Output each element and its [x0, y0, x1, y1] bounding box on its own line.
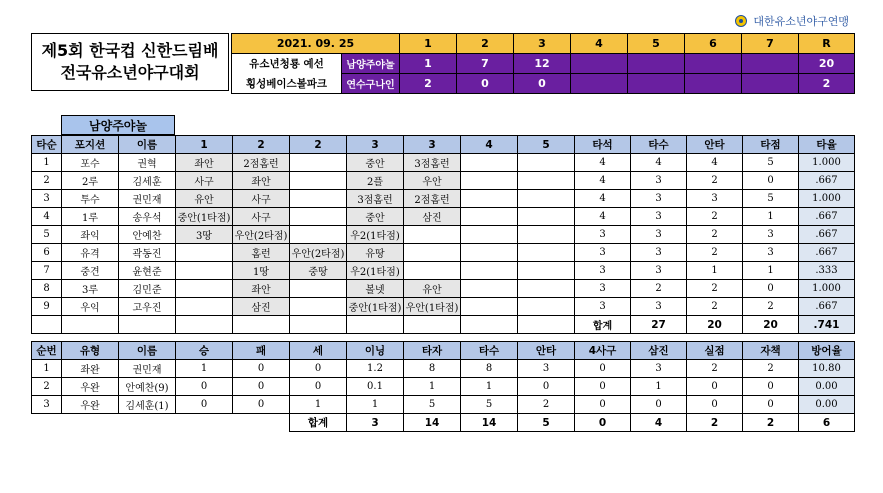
batting-total-row — [32, 316, 855, 334]
column-header: 이름 — [119, 136, 176, 154]
at-bat-result — [176, 244, 233, 262]
batter-info-cell: 안예찬 — [119, 226, 176, 244]
team-name: 남양주야놀 — [342, 54, 400, 74]
batter-row — [32, 244, 855, 262]
pitching-stat: 0 — [233, 396, 290, 414]
pitching-total-value: 6 — [799, 414, 855, 432]
pitching-stat: 0 — [631, 396, 687, 414]
pitcher-info-cell: 우완 — [62, 378, 119, 396]
empty-cell — [32, 414, 62, 432]
total-runs: 2 — [799, 74, 855, 94]
batting-stat: 2 — [687, 298, 743, 316]
inning-header: 7 — [742, 34, 799, 54]
batter-info-cell: 2 — [32, 172, 62, 190]
batting-stat: 3 — [743, 226, 799, 244]
total-hits: 20 — [687, 316, 743, 334]
pitching-total-value: 14 — [461, 414, 518, 432]
at-bat-result — [461, 208, 518, 226]
column-header: 타점 — [743, 136, 799, 154]
inning-header: 3 — [514, 34, 571, 54]
pitching-stat: 1 — [461, 378, 518, 396]
batting-stat: .667 — [799, 298, 855, 316]
pitcher-info-cell: 김세훈(1) — [119, 396, 176, 414]
batter-row — [32, 190, 855, 208]
at-bat-result: 우안(2타점) — [233, 226, 290, 244]
batter-info-cell: 1 — [32, 154, 62, 172]
at-bat-result: 유안 — [404, 280, 461, 298]
batting-stat: 4 — [687, 154, 743, 172]
at-bat-result: 2점홈런 — [404, 190, 461, 208]
at-bat-result — [176, 280, 233, 298]
pitching-table — [31, 341, 855, 432]
pitching-total-value: 2 — [743, 414, 799, 432]
pitching-stat: 0 — [518, 378, 575, 396]
batter-info-cell: 중견 — [62, 262, 119, 280]
empty-cell — [518, 316, 575, 334]
pitching-stat: 0 — [176, 378, 233, 396]
batting-stat: 3 — [631, 190, 687, 208]
pitching-total-value: 0 — [575, 414, 631, 432]
inning-score: 0 — [457, 74, 514, 94]
pitching-total-value: 5 — [518, 414, 575, 432]
column-header: 안타 — [518, 342, 575, 360]
column-header: 안타 — [687, 136, 743, 154]
scoreboard-header — [232, 34, 855, 54]
pitching-stat: 1 — [631, 378, 687, 396]
at-bat-result — [290, 172, 347, 190]
inning-score — [685, 54, 742, 74]
pitching-stat: 0 — [687, 378, 743, 396]
pitcher-info-cell: 3 — [32, 396, 62, 414]
pitching-stat: 0 — [233, 360, 290, 378]
pitching-total-value: 4 — [631, 414, 687, 432]
column-header: 타수 — [631, 136, 687, 154]
pitching-stat: 10.80 — [799, 360, 855, 378]
batting-stat: 1.000 — [799, 154, 855, 172]
pitching-total-value: 14 — [404, 414, 461, 432]
empty-cell — [176, 316, 233, 334]
column-header: 타순 — [32, 136, 62, 154]
batting-stat: 2 — [687, 280, 743, 298]
column-header: 3 — [404, 136, 461, 154]
batter-info-cell: 고우진 — [119, 298, 176, 316]
column-header: 자책 — [743, 342, 799, 360]
pitching-stat: 0 — [290, 360, 347, 378]
batting-stat: 2 — [743, 298, 799, 316]
batting-stat: 1 — [743, 262, 799, 280]
batting-stat: .667 — [799, 244, 855, 262]
at-bat-result: 3땅 — [176, 226, 233, 244]
empty-cell — [119, 414, 176, 432]
inning-score: 1 — [400, 54, 457, 74]
pitcher-row — [32, 360, 855, 378]
batter-info-cell: 3루 — [62, 280, 119, 298]
at-bat-result — [461, 298, 518, 316]
total-runs: 20 — [799, 54, 855, 74]
inning-score — [571, 74, 628, 94]
batting-stat: 3 — [575, 226, 631, 244]
batting-stat: 2 — [687, 208, 743, 226]
pitching-stat: 0 — [687, 396, 743, 414]
at-bat-result: 좌안 — [233, 172, 290, 190]
at-bat-result — [461, 190, 518, 208]
at-bat-result: 유땅 — [347, 244, 404, 262]
at-bat-result — [404, 244, 461, 262]
at-bat-result — [461, 172, 518, 190]
batting-stat: 3 — [575, 262, 631, 280]
column-header: 2 — [290, 136, 347, 154]
pitching-stat: 0.00 — [799, 396, 855, 414]
at-bat-result: 중안 — [347, 154, 404, 172]
batting-stat: 2 — [687, 172, 743, 190]
pitching-stat: 0 — [290, 378, 347, 396]
pitcher-info-cell: 2 — [32, 378, 62, 396]
at-bat-result — [461, 154, 518, 172]
at-bat-result: 2플 — [347, 172, 404, 190]
at-bat-result: 유안 — [176, 190, 233, 208]
empty-cell — [404, 316, 461, 334]
pitcher-info-cell: 우완 — [62, 396, 119, 414]
at-bat-result — [461, 226, 518, 244]
batting-stat: .333 — [799, 262, 855, 280]
batting-stat: 2 — [687, 226, 743, 244]
at-bat-result — [290, 154, 347, 172]
at-bat-result — [518, 244, 575, 262]
at-bat-result: 사구 — [233, 208, 290, 226]
at-bat-result — [518, 172, 575, 190]
batting-stat: 3 — [687, 190, 743, 208]
pitcher-info-cell: 권민재 — [119, 360, 176, 378]
pitching-stat: 8 — [461, 360, 518, 378]
column-header: 1 — [176, 136, 233, 154]
scoreboard-team-row — [232, 74, 855, 94]
empty-cell — [119, 316, 176, 334]
batting-stat: 5 — [743, 190, 799, 208]
at-bat-result — [404, 262, 461, 280]
batting-table — [31, 135, 855, 334]
batting-stat: 2 — [687, 244, 743, 262]
column-header: 타석 — [575, 136, 631, 154]
batting-stat: 4 — [631, 154, 687, 172]
pitching-stat: 5 — [461, 396, 518, 414]
pitching-stat: 0.00 — [799, 378, 855, 396]
total-at-bats: 27 — [631, 316, 687, 334]
column-header: 세 — [290, 342, 347, 360]
batting-stat: 1 — [743, 208, 799, 226]
at-bat-result: 2점홈런 — [233, 154, 290, 172]
column-header: 실점 — [687, 342, 743, 360]
empty-cell — [32, 316, 62, 334]
batting-stat: 3 — [631, 226, 687, 244]
column-header: 패 — [233, 342, 290, 360]
at-bat-result — [290, 190, 347, 208]
batter-info-cell: 9 — [32, 298, 62, 316]
at-bat-result — [518, 154, 575, 172]
at-bat-result — [518, 280, 575, 298]
column-header: 순번 — [32, 342, 62, 360]
column-header: 승 — [176, 342, 233, 360]
batting-stat: 4 — [575, 190, 631, 208]
column-header: 삼진 — [631, 342, 687, 360]
column-header: 포지션 — [62, 136, 119, 154]
at-bat-result: 볼넷 — [347, 280, 404, 298]
column-header: 타율 — [799, 136, 855, 154]
at-bat-result — [290, 226, 347, 244]
at-bat-result: 삼진 — [404, 208, 461, 226]
batting-stat: 3 — [743, 244, 799, 262]
at-bat-result: 삼진 — [233, 298, 290, 316]
batter-row — [32, 208, 855, 226]
tournament-title — [31, 33, 229, 91]
pitching-stat: 1 — [347, 396, 404, 414]
at-bat-result: 사구 — [176, 172, 233, 190]
runs-header: R — [799, 34, 855, 54]
at-bat-result — [518, 226, 575, 244]
federation-logo-icon — [735, 15, 747, 27]
federation-header — [735, 13, 849, 29]
pitcher-row — [32, 396, 855, 414]
pitcher-info-cell: 안예찬(9) — [119, 378, 176, 396]
batter-info-cell: 윤현준 — [119, 262, 176, 280]
at-bat-result — [461, 262, 518, 280]
batter-row — [32, 280, 855, 298]
pitcher-row — [32, 378, 855, 396]
batter-row — [32, 154, 855, 172]
at-bat-result — [290, 280, 347, 298]
pitching-stat: 3 — [631, 360, 687, 378]
empty-cell — [176, 414, 233, 432]
at-bat-result — [176, 298, 233, 316]
batter-info-cell: 김세훈 — [119, 172, 176, 190]
batter-info-cell: 8 — [32, 280, 62, 298]
pitching-stat: 2 — [687, 360, 743, 378]
batter-info-cell: 3 — [32, 190, 62, 208]
pitching-stat: 0 — [575, 396, 631, 414]
team-name: 연수구나인 — [342, 74, 400, 94]
column-header: 4사구 — [575, 342, 631, 360]
at-bat-result — [518, 298, 575, 316]
inning-header: 5 — [628, 34, 685, 54]
total-avg: .741 — [799, 316, 855, 334]
empty-cell — [233, 414, 290, 432]
at-bat-result — [290, 298, 347, 316]
at-bat-result: 사구 — [233, 190, 290, 208]
pitching-stat: 2 — [743, 360, 799, 378]
column-header: 방어율 — [799, 342, 855, 360]
column-header: 이름 — [119, 342, 176, 360]
batting-stat: 3 — [631, 298, 687, 316]
batting-stat: 3 — [631, 244, 687, 262]
batter-info-cell: 곽동진 — [119, 244, 176, 262]
pitching-total-row — [32, 414, 855, 432]
at-bat-result — [518, 208, 575, 226]
total-label: 합계 — [575, 316, 631, 334]
column-header: 5 — [518, 136, 575, 154]
empty-cell — [62, 316, 119, 334]
column-header: 타자 — [404, 342, 461, 360]
pitching-total-value: 3 — [347, 414, 404, 432]
batter-info-cell: 투수 — [62, 190, 119, 208]
game-venue: 횡성베이스볼파크 — [232, 74, 342, 94]
at-bat-result: 중땅 — [290, 262, 347, 280]
empty-cell — [233, 316, 290, 334]
inning-score — [571, 54, 628, 74]
batter-info-cell: 유격 — [62, 244, 119, 262]
pitching-stat: 0 — [575, 360, 631, 378]
batting-stat: .667 — [799, 172, 855, 190]
batter-info-cell: 6 — [32, 244, 62, 262]
pitching-stat: 2 — [518, 396, 575, 414]
batting-stat: .667 — [799, 208, 855, 226]
at-bat-result — [176, 262, 233, 280]
column-header: 이닝 — [347, 342, 404, 360]
column-header: 유형 — [62, 342, 119, 360]
batter-info-cell: 1루 — [62, 208, 119, 226]
pitching-total-value: 2 — [687, 414, 743, 432]
batting-stat: 4 — [575, 208, 631, 226]
scoreboard — [231, 33, 855, 94]
batting-stat: 3 — [575, 298, 631, 316]
batter-info-cell: 권혁 — [119, 154, 176, 172]
at-bat-result — [404, 226, 461, 244]
title-line-1: 제5회 한국컵 신한드림배 — [41, 41, 219, 60]
inning-score — [685, 74, 742, 94]
batting-stat: 5 — [743, 154, 799, 172]
at-bat-result: 우안(1타점) — [404, 298, 461, 316]
at-bat-result: 홈런 — [233, 244, 290, 262]
column-header: 2 — [233, 136, 290, 154]
pitching-stat: 0 — [176, 396, 233, 414]
pitching-stat: 1.2 — [347, 360, 404, 378]
batting-stat: 3 — [631, 208, 687, 226]
batter-info-cell: 송우석 — [119, 208, 176, 226]
batting-stat: 0 — [743, 172, 799, 190]
at-bat-result — [461, 244, 518, 262]
batting-stat: 4 — [575, 172, 631, 190]
at-bat-result: 좌안 — [233, 280, 290, 298]
pitching-stat: 3 — [518, 360, 575, 378]
batting-team-name: 남양주야놀 — [61, 115, 175, 135]
batting-stat: 0 — [743, 280, 799, 298]
batting-stat: 3 — [631, 262, 687, 280]
pitcher-info-cell: 1 — [32, 360, 62, 378]
total-label: 합계 — [290, 414, 347, 432]
at-bat-result: 중안(1타점) — [176, 208, 233, 226]
at-bat-result: 우안 — [404, 172, 461, 190]
at-bat-result — [518, 262, 575, 280]
batting-stat: 1 — [687, 262, 743, 280]
pitching-stat: 5 — [404, 396, 461, 414]
batter-row — [32, 172, 855, 190]
batter-row — [32, 226, 855, 244]
at-bat-result: 1땅 — [233, 262, 290, 280]
batter-info-cell: 좌익 — [62, 226, 119, 244]
title-line-2: 전국유소년야구대회 — [60, 63, 200, 82]
batter-info-cell: 포수 — [62, 154, 119, 172]
batting-stat: .667 — [799, 226, 855, 244]
inning-score: 2 — [400, 74, 457, 94]
pitching-stat: 0 — [743, 378, 799, 396]
inning-header: 1 — [400, 34, 457, 54]
at-bat-result: 우안(2타점) — [290, 244, 347, 262]
batting-header-row — [32, 136, 855, 154]
game-division: 유소년청룡 예선 — [232, 54, 342, 74]
pitching-stat: 0 — [743, 396, 799, 414]
at-bat-result: 중안(1타점) — [347, 298, 404, 316]
batter-info-cell: 5 — [32, 226, 62, 244]
batting-stat: 1.000 — [799, 280, 855, 298]
pitching-header-row — [32, 342, 855, 360]
empty-cell — [347, 316, 404, 334]
column-header: 4 — [461, 136, 518, 154]
empty-cell — [290, 316, 347, 334]
federation-name: 대한유소년야구연맹 — [753, 15, 849, 28]
batter-info-cell: 우익 — [62, 298, 119, 316]
inning-score — [742, 74, 799, 94]
at-bat-result: 우2(1타점) — [347, 226, 404, 244]
inning-score: 7 — [457, 54, 514, 74]
batter-row — [32, 262, 855, 280]
at-bat-result — [461, 280, 518, 298]
pitching-stat: 1 — [176, 360, 233, 378]
game-date: 2021. 09. 25 — [232, 34, 400, 54]
at-bat-result: 좌안 — [176, 154, 233, 172]
batter-info-cell: 2루 — [62, 172, 119, 190]
scoreboard-team-row — [232, 54, 855, 74]
batter-info-cell: 권민재 — [119, 190, 176, 208]
batting-stat: 1.000 — [799, 190, 855, 208]
empty-cell — [62, 414, 119, 432]
pitching-stat: 1 — [290, 396, 347, 414]
pitching-stat: 0 — [233, 378, 290, 396]
at-bat-result: 우2(1타점) — [347, 262, 404, 280]
batting-stat: 3 — [631, 172, 687, 190]
inning-header: 4 — [571, 34, 628, 54]
at-bat-result: 3점홈런 — [404, 154, 461, 172]
batter-info-cell: 4 — [32, 208, 62, 226]
column-header: 타수 — [461, 342, 518, 360]
pitching-stat: 8 — [404, 360, 461, 378]
inning-score: 0 — [514, 74, 571, 94]
inning-score: 12 — [514, 54, 571, 74]
inning-score — [628, 74, 685, 94]
inning-score — [742, 54, 799, 74]
at-bat-result — [290, 208, 347, 226]
batting-stat: 3 — [575, 280, 631, 298]
inning-header: 2 — [457, 34, 514, 54]
inning-header: 6 — [685, 34, 742, 54]
pitcher-info-cell: 좌완 — [62, 360, 119, 378]
batter-row — [32, 298, 855, 316]
total-rbi: 20 — [743, 316, 799, 334]
column-header: 3 — [347, 136, 404, 154]
empty-cell — [461, 316, 518, 334]
pitching-stat: 0 — [575, 378, 631, 396]
batter-info-cell: 7 — [32, 262, 62, 280]
pitching-stat: 0.1 — [347, 378, 404, 396]
inning-score — [628, 54, 685, 74]
batting-stat: 3 — [575, 244, 631, 262]
at-bat-result: 중안 — [347, 208, 404, 226]
pitching-stat: 1 — [404, 378, 461, 396]
batting-stat: 4 — [575, 154, 631, 172]
at-bat-result — [518, 190, 575, 208]
at-bat-result: 3점홈런 — [347, 190, 404, 208]
batter-info-cell: 김민준 — [119, 280, 176, 298]
batting-stat: 2 — [631, 280, 687, 298]
